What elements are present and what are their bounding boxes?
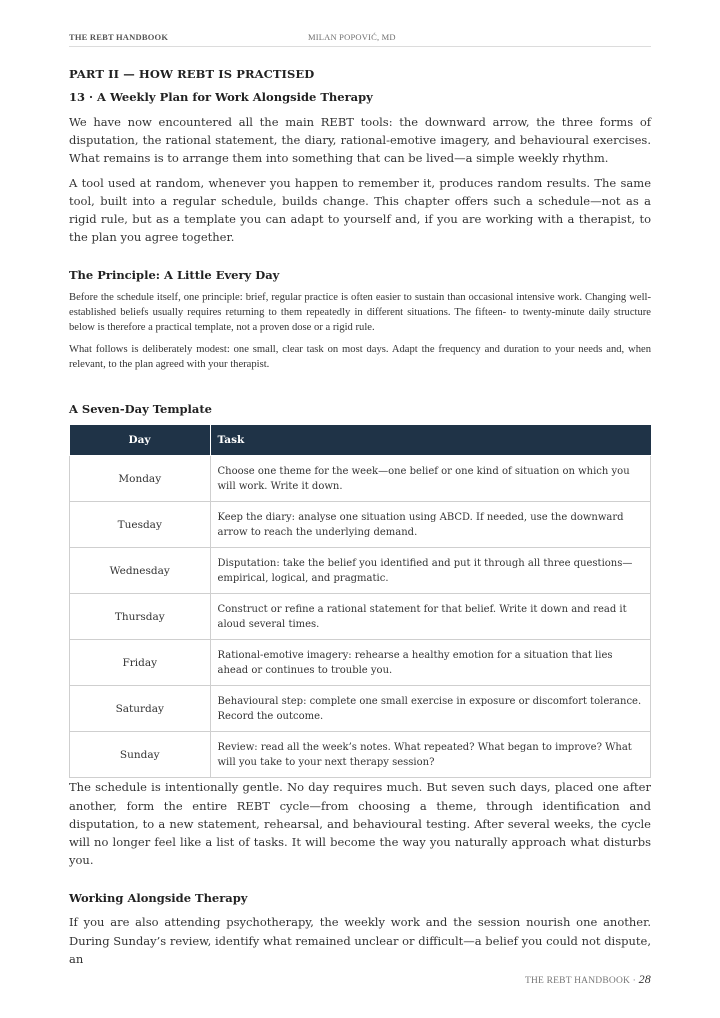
column-header-task: Task [210,425,651,456]
day-cell: Monday [70,456,211,502]
table-row [70,732,651,778]
page-footer [525,972,651,987]
table-row [70,640,651,686]
day-cell: Saturday [70,686,211,732]
table-row [70,594,651,640]
table-header-row [70,425,651,456]
task-cell: Disputation: take the belief you identified and put it through all three questions—empirical, logical, and pragmatic. [210,548,651,594]
header-book-title: THE REBT HANDBOOK [69,32,169,42]
table-row [70,456,651,502]
task-cell: Behavioural step: complete one small exercise in exposure or discomfort tolerance. Record the outcome. [210,686,651,732]
day-cell: Sunday [70,732,211,778]
task-cell: Construct or refine a rational statement for that belief. Write it down and read it aloud several times. [210,594,651,640]
task-cell: Keep the diary: analyse one situation using ABCD. If needed, use the downward arrow to reach the underlying demand. [210,502,651,548]
intro-paragraph-1: We have now encountered all the main REBT tools: the downward arrow, the three forms of disputation, the rational statement, the diary, rational-emotive imagery, and behavioural exercises. What remains is to arrange them into something that can be lived—a simple weekly rhythm. [69,115,651,166]
therapy-paragraph: If you are also attending psychotherapy, the weekly work and the session nourish one another. During Sunday’s review, identify what remained unclear or difficult—a belief you could not dispute, an [69,915,651,966]
therapy-heading: Working Alongside Therapy [69,891,248,906]
principle-paragraph-2: What follows is deliberately modest: one small, clear task on most days. Adapt the frequency and duration to your needs and, when relevant, to the plan agreed with your therapist. [69,344,651,371]
part-title: PART II — HOW REBT IS PRACTISED [69,67,315,81]
day-cell: Tuesday [70,502,211,548]
column-header-day: Day [70,425,211,456]
task-cell: Review: read all the week’s notes. What repeated? What began to improve? What will you take to your next therapy session? [210,732,651,778]
intro-paragraph-2: A tool used at random, whenever you happen to remember it, produces random results. The same tool, built into a regular schedule, builds change. This chapter offers such a schedule—not as a rigid rule, but as a template you can adapt to yourself and, if you are working with a therapist, to the plan you agree together. [69,175,651,245]
table-row [70,548,651,594]
header-author: MILAN POPOVIĆ, MD [308,32,396,42]
table-row [70,686,651,732]
day-cell: Thursday [70,594,211,640]
after-table-paragraph: The schedule is intentionally gentle. No day requires much. But seven such days, placed one after another, form the entire REBT cycle—from choosing a theme, through identification and disputation, to a new statement, rehearsal, and behavioural testing. After several weeks, the cycle will no longer feel like a list of tasks. It will become the way you naturally approach what disturbs you. [69,780,651,868]
page-content [69,67,651,974]
chapter-title: 13 · A Weekly Plan for Work Alongside Therapy [69,90,373,104]
day-cell: Friday [70,640,211,686]
page-number: 28 [638,972,651,986]
footer-running-title: THE REBT HANDBOOK · [524,976,639,986]
principle-paragraph-1: Before the schedule itself, one principle: brief, regular practice is often easier to sustain than occasional intensive work. Changing well-established beliefs usually requires returning to them repeatedly in different situations. The fifteen- to twenty-minute daily structure below is therefore a practical template, not a proven dose or a rigid rule. [69,292,651,334]
principle-heading: The Principle: A Little Every Day [69,268,280,283]
day-cell: Wednesday [70,548,211,594]
task-cell: Choose one theme for the week—one belief or one kind of situation on which you will work. Write it down. [210,456,651,502]
task-cell: Rational-emotive imagery: rehearse a healthy emotion for a situation that lies ahead or continues to trouble you. [210,640,651,686]
table-row [70,502,651,548]
weekly-plan-table [69,425,651,778]
running-header [69,30,651,47]
template-heading: A Seven-Day Template [69,402,213,417]
